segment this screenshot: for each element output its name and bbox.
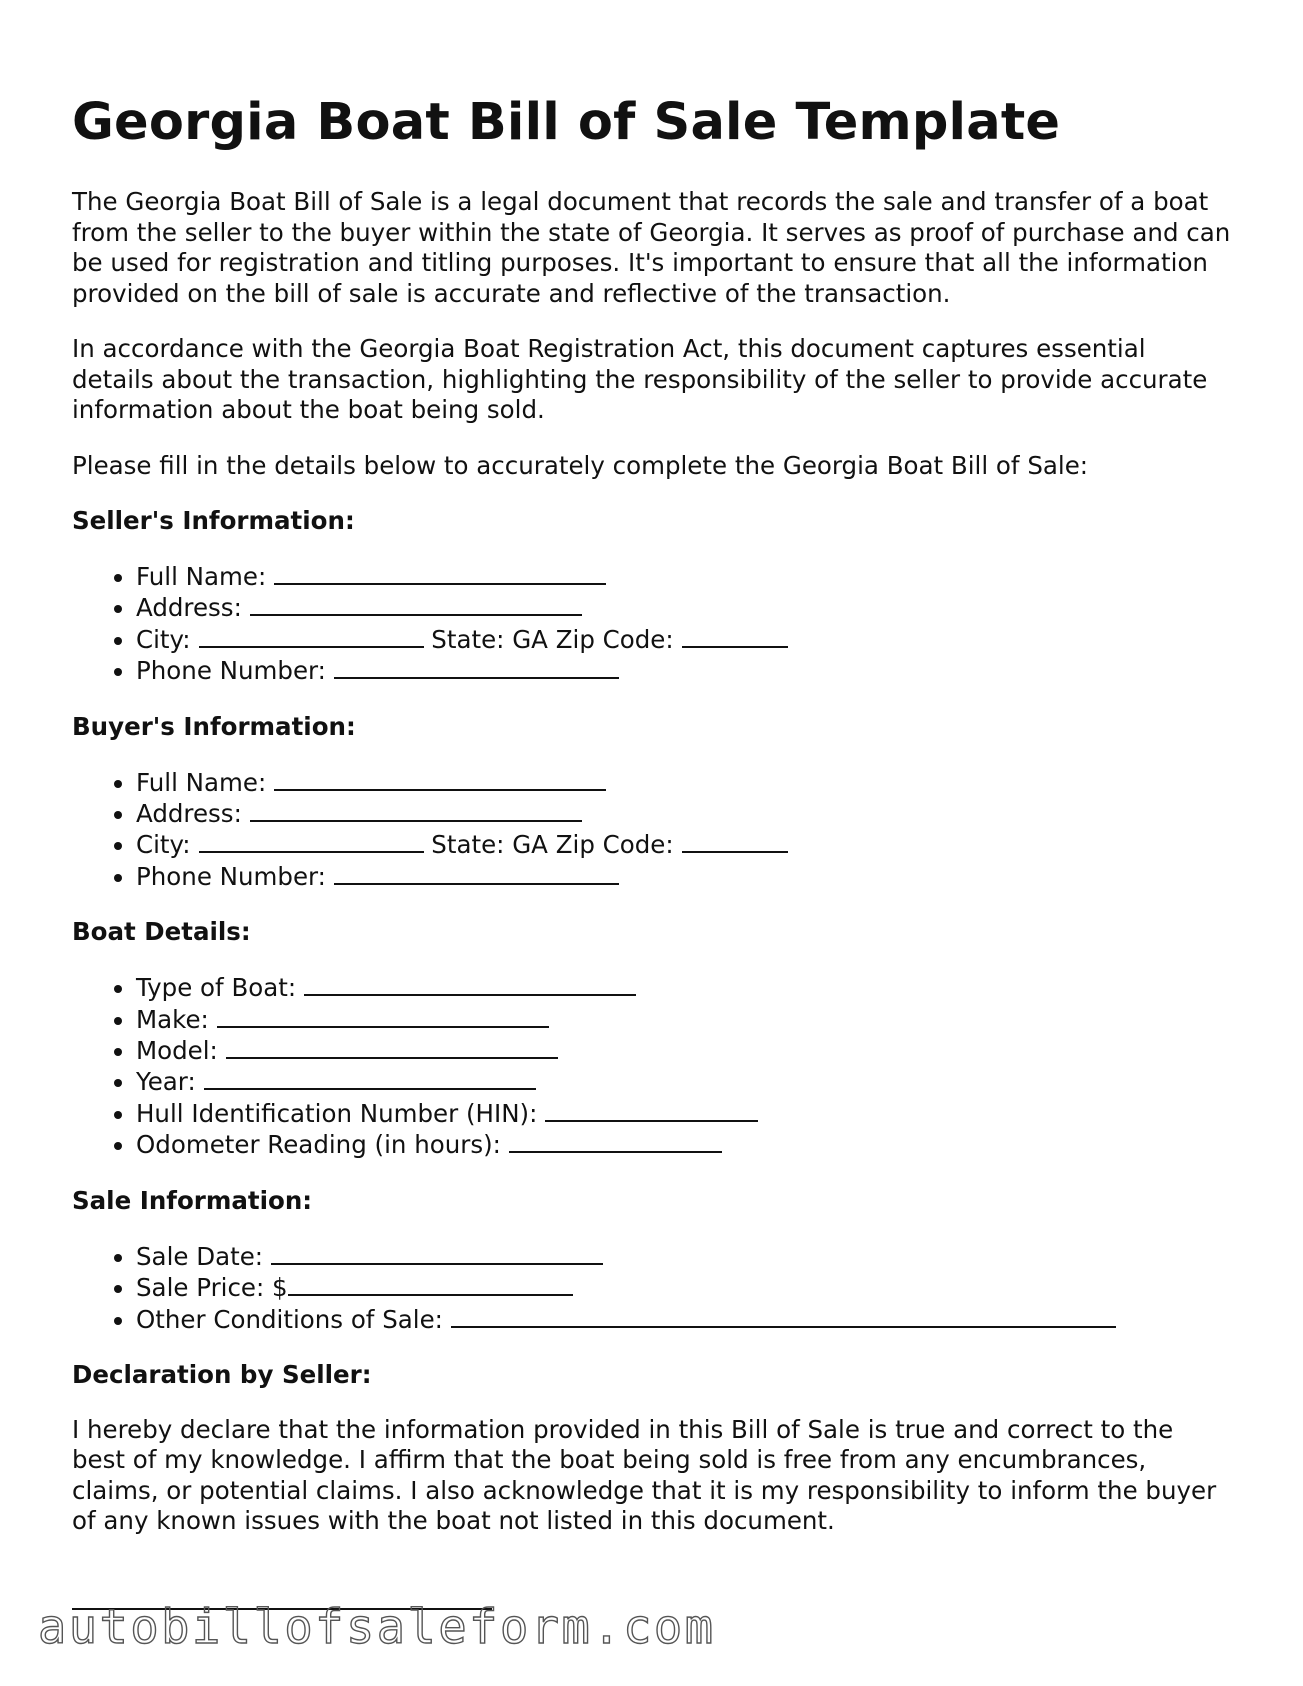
buyer-full-name-field[interactable]: [274, 767, 606, 791]
boat-model: [136, 1035, 1232, 1066]
buyer-city-label: City:: [136, 830, 191, 860]
buyer-phone-field[interactable]: [334, 861, 619, 885]
buyer-city-state-zip: [136, 829, 1232, 860]
buyer-state-zip-label: State: GA Zip Code:: [431, 830, 674, 860]
seller-heading: Seller's Information:: [72, 506, 355, 535]
boat-make-field[interactable]: [217, 1004, 549, 1028]
boat-hin: [136, 1098, 1232, 1129]
boat-make-label: Make:: [136, 1004, 209, 1034]
seller-full-name: [136, 561, 1232, 592]
seller-city-field[interactable]: [199, 624, 424, 648]
boat-list: [72, 972, 1232, 1160]
seller-phone-label: Phone Number:: [136, 656, 326, 686]
buyer-full-name-label: Full Name:: [136, 767, 267, 797]
seller-full-name-label: Full Name:: [136, 562, 267, 591]
sale-other-conditions-field[interactable]: [451, 1304, 1116, 1328]
boat-odometer-field[interactable]: [509, 1129, 722, 1153]
seller-list: [72, 561, 1232, 687]
seller-full-name-field[interactable]: [274, 561, 606, 585]
boat-year: [136, 1066, 1232, 1097]
buyer-address-field[interactable]: [250, 798, 582, 822]
boat-type: [136, 972, 1232, 1003]
buyer-address: [136, 798, 1232, 829]
sale-price-field[interactable]: [288, 1272, 573, 1296]
boat-type-label: Type of Boat:: [136, 973, 297, 1003]
boat-odometer: [136, 1129, 1232, 1160]
buyer-list: [72, 767, 1232, 893]
boat-make: [136, 1004, 1232, 1035]
boat-hin-field[interactable]: [545, 1098, 758, 1122]
seller-state-zip-label: State: GA Zip Code:: [431, 624, 674, 654]
seller-zip-field[interactable]: [682, 624, 788, 648]
sale-other-conditions-label: Other Conditions of Sale:: [136, 1304, 443, 1334]
sale-heading: Sale Information:: [72, 1185, 313, 1215]
boat-year-field[interactable]: [204, 1066, 536, 1090]
seller-city-label: City:: [136, 624, 191, 654]
buyer-address-label: Address:: [136, 799, 242, 829]
sale-other-conditions: [136, 1304, 1232, 1335]
buyer-full-name: [136, 767, 1232, 798]
intro-paragraph-1: The Georgia Boat Bill of Sale is a legal document that records the sale and transfer of a boat from the seller to the buyer within the state of Georgia. It serves as proof of purchase and can be used for registration and titling purposes. It's important to ensure that all the information provided on the bill of sale is accurate and reflective of the transaction.: [72, 187, 1231, 308]
boat-odometer-label: Odometer Reading (in hours):: [136, 1130, 501, 1160]
declaration-heading: Declaration by Seller:: [72, 1359, 372, 1389]
sale-price-label: Sale Price: $: [136, 1273, 288, 1303]
buyer-phone: [136, 861, 1232, 892]
sale-date: [136, 1241, 1232, 1272]
declaration-text: I hereby declare that the information provided in this Bill of Sale is true and correct to the best of my knowledge. I affirm that the boat being sold is free from any encumbrances, claims, or potential claims. I also acknowledge that it is my responsibility to inform the buyer of any known issues with the boat not listed in this document.: [72, 1414, 1217, 1536]
boat-model-field[interactable]: [226, 1035, 558, 1059]
sale-date-label: Sale Date:: [136, 1241, 264, 1271]
buyer-zip-field[interactable]: [682, 829, 788, 853]
watermark: autobillofsaleform.com: [38, 1600, 716, 1655]
sale-list: [72, 1241, 1232, 1335]
seller-phone: [136, 655, 1232, 686]
boat-year-label: Year:: [136, 1067, 196, 1097]
buyer-city-field[interactable]: [199, 829, 424, 853]
sale-date-field[interactable]: [271, 1241, 603, 1265]
buyer-heading: Buyer's Information:: [72, 711, 356, 741]
seller-phone-field[interactable]: [334, 655, 619, 679]
boat-type-field[interactable]: [304, 972, 636, 996]
boat-heading: Boat Details:: [72, 917, 251, 947]
page-title: Georgia Boat Bill of Sale Template: [72, 93, 1061, 152]
seller-address-label: Address:: [136, 593, 242, 623]
boat-hin-label: Hull Identification Number (HIN):: [136, 1098, 538, 1128]
intro-paragraph-3: Please fill in the details below to accurately complete the Georgia Boat Bill of Sale:: [72, 450, 1089, 480]
intro-paragraph-2: In accordance with the Georgia Boat Registration Act, this document captures essential details about the transaction, highlighting the responsibility of the seller to provide accurate information about the boat being sold.: [72, 334, 1208, 424]
sale-price: [136, 1272, 1232, 1303]
seller-city-state-zip: [136, 624, 1232, 655]
buyer-phone-label: Phone Number:: [136, 861, 326, 891]
seller-address-field[interactable]: [250, 592, 582, 616]
seller-address: [136, 592, 1232, 623]
document-body: [72, 78, 1232, 1562]
boat-model-label: Model:: [136, 1036, 218, 1066]
